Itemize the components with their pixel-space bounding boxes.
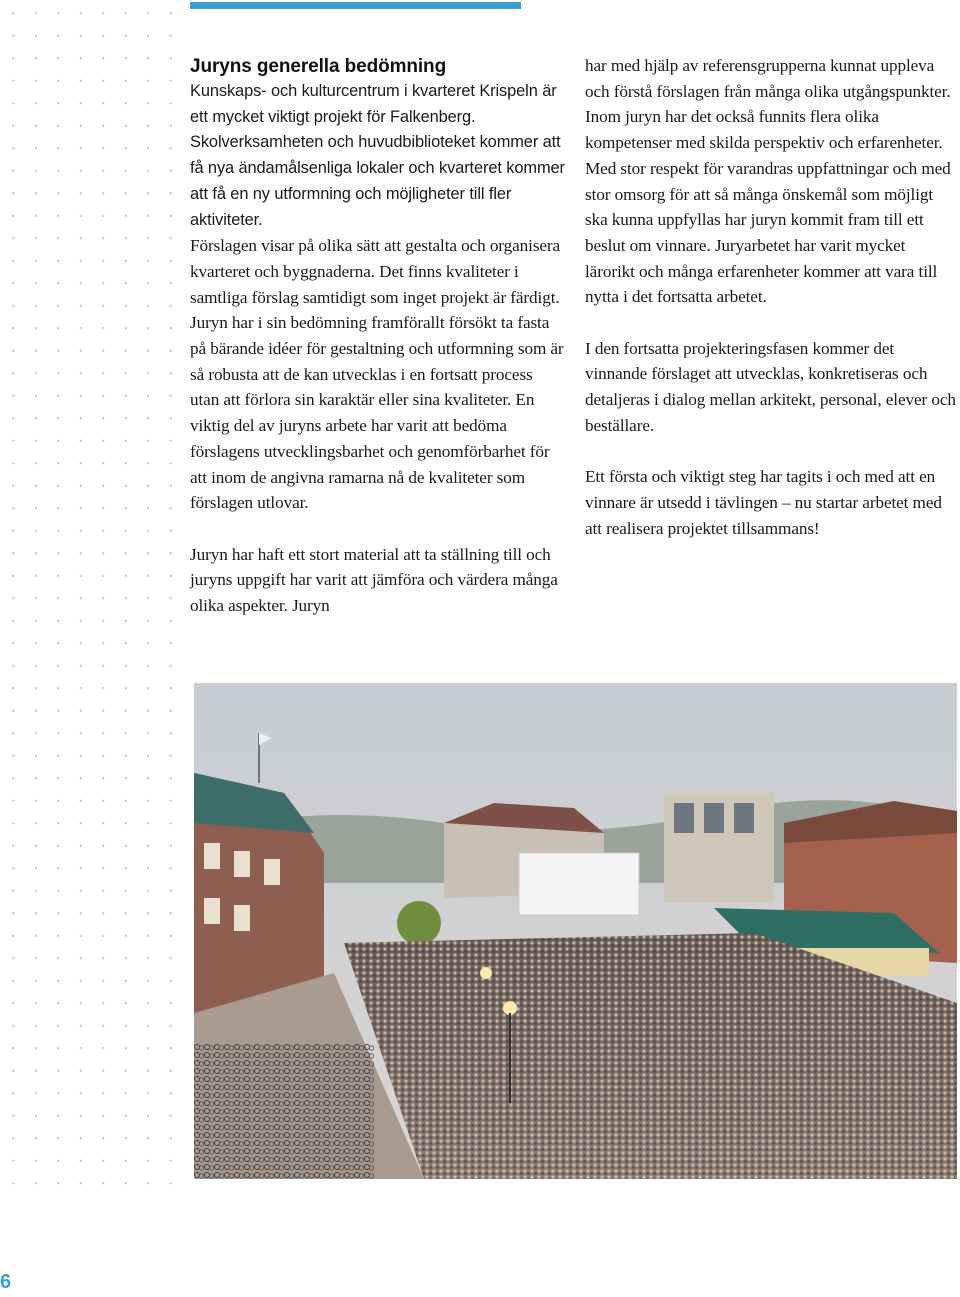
next-phase-paragraph: I den fortsatta projekteringsfasen kommer det vinnande förslaget att utvecklas, konkretiseras och detaljeras i dialog mellan arkitekt, personal, elever och beställare. xyxy=(585,338,956,435)
page-number: 6 xyxy=(0,1271,12,1293)
accent-bar xyxy=(190,2,521,9)
assessment-paragraph: Förslagen visar på olika sätt att gestalta och organisera kvarteret och byggnaderna. Det finns kvaliteter i samtliga förslag samtidigt som inget projekt är färdigt. Juryn har i sin bedömning framförallt försökt ta fasta på bärande idéer för gestaltning och utformning som är så robusta att de kan utvecklas i en fortsatt process utan att förlora sin karaktär eller sina kvaliteter. En viktig del av juryns arbete har varit att bedöma förslagens utvecklingsbarhet och genomförbarhet för att inom de angivna ramarna nå de kvaliteter som förslagen utlovar. xyxy=(190,236,564,513)
left-text-column xyxy=(190,54,565,619)
intro-paragraph: Kunskaps- och kulturcentrum i kvarteret Krispeln är ett mycket viktigt projekt för Falkenberg. Skolverksamheten och huvudbiblioteket kommer att få nya ändamålsenliga lokaler och kvarteret kommer att få en ny utformning och möjligheter till fler aktiviteter. xyxy=(190,82,565,229)
continuation-paragraph: har med hjälp av referensgrupperna kunnat uppleva och förstå förslagen från många olika utgångspunkter. Inom juryn har det också funnits flera olika kompetenser med skilda perspektiv och erfarenheter. Med stor respekt för varandras uppfattningar och med stor omsorg för att så många önskemål som möjligt ska kunna uppfyllas har juryn kommit fram till ett beslut om vinnare. Juryarbetet har varit mycket lärorikt och många erfarenheter kommer att vara till nytta i det fortsatta arbetet. xyxy=(585,56,951,307)
dot-grid-decoration xyxy=(0,0,178,1190)
material-paragraph: Juryn har haft ett stort material att ta ställning till och juryns uppgift har varit att jämföra och värdera många olika aspekter. Juryn xyxy=(190,544,558,616)
photo-illustration xyxy=(194,683,957,1179)
section-heading: Juryns generella bedömning xyxy=(190,56,447,77)
town-square-photo xyxy=(194,683,957,1179)
closing-paragraph: Ett första och viktigt steg har tagits i och med att en vinnare är utsedd i tävlingen – nu startar arbetet med att realisera projektet tillsammans! xyxy=(585,467,942,538)
right-text-column xyxy=(585,53,957,541)
